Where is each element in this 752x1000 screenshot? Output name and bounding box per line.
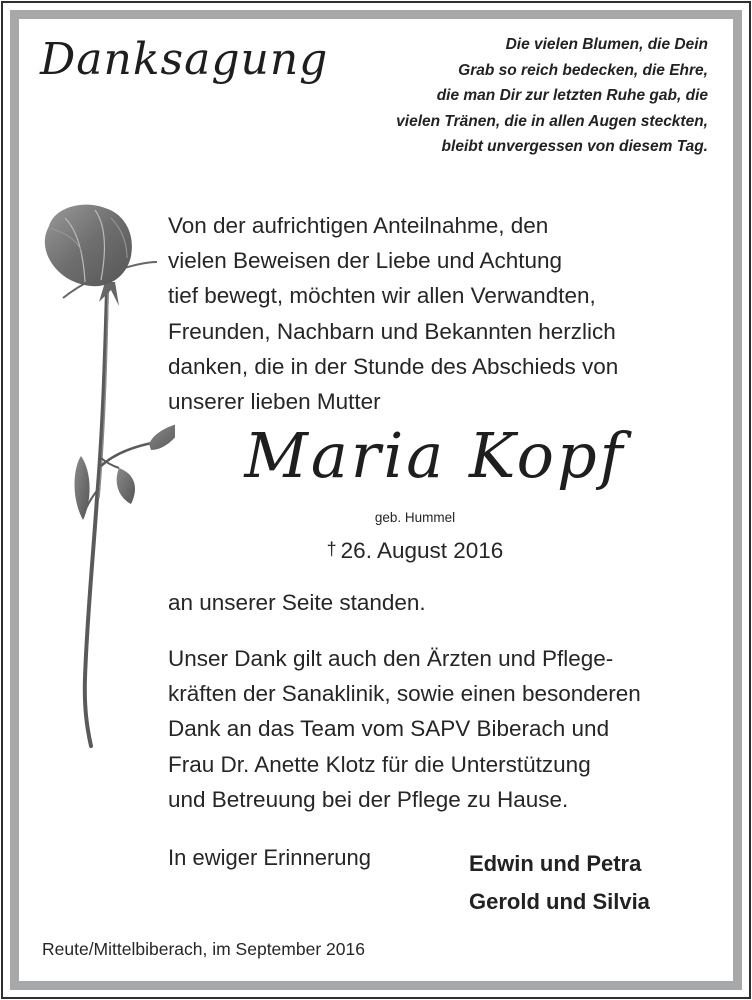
memory-label: In ewiger Erinnerung — [168, 845, 372, 870]
thanks-line: kräften der Sanaklinik, sowie einen besonderen — [168, 681, 641, 707]
thanks-line: Dank an das Team vom SAPV Biberach und — [168, 716, 610, 742]
thanks-line: und Betreuung bei der Pflege zu Hause. — [168, 786, 569, 812]
thanks-line: Unser Dank gilt auch den Ärzten und Pflege- — [168, 646, 614, 671]
intro-line: Freunden, Nachbarn und Bekannten herzlich — [168, 318, 616, 344]
intro-line: tief bewegt, möchten wir allen Verwandten, — [168, 283, 596, 309]
poem-line: die man Dir zur letzten Ruhe gab, die — [436, 87, 708, 104]
intro-line: Von der aufrichtigen Anteilnahme, den — [168, 213, 549, 238]
signers-block — [469, 845, 650, 921]
thanks-line: Frau Dr. Anette Klotz für die Unterstützung — [168, 751, 591, 777]
page-title: Danksagung — [40, 34, 329, 85]
poem-line: vielen Tränen, die in allen Augen steckten, — [396, 112, 708, 130]
intro-line: vielen Beweisen der Liebe und Achtung — [168, 248, 563, 274]
signer-line: Edwin und Petra — [469, 851, 642, 876]
poem-block — [288, 32, 708, 160]
death-date-line — [250, 538, 580, 564]
poem-line: bleibt unvergessen von diesem Tag. — [441, 138, 708, 155]
thanks-paragraph — [168, 641, 641, 817]
death-date: 26. August 2016 — [340, 538, 504, 563]
intro-paragraph — [168, 208, 618, 419]
cross-icon: † — [326, 539, 337, 559]
rose-icon — [35, 198, 175, 758]
signer-line: Gerold und Silvia — [469, 889, 650, 914]
poem-line: Grab so reich bedecken, die Ehre, — [458, 61, 708, 79]
intro-line: unserer lieben Mutter — [168, 389, 381, 415]
maiden-name: geb. Hummel — [374, 510, 456, 525]
deceased-name: Maria Kopf — [244, 419, 626, 492]
intro-line: danken, die in der Stunde des Abschieds von — [168, 353, 619, 379]
poem-line: Die vielen Blumen, die Dein — [505, 36, 708, 53]
place-date: Reute/Mittelbiberach, im September 2016 — [42, 939, 365, 959]
closing-line: an unserer Seite standen. — [168, 590, 426, 615]
